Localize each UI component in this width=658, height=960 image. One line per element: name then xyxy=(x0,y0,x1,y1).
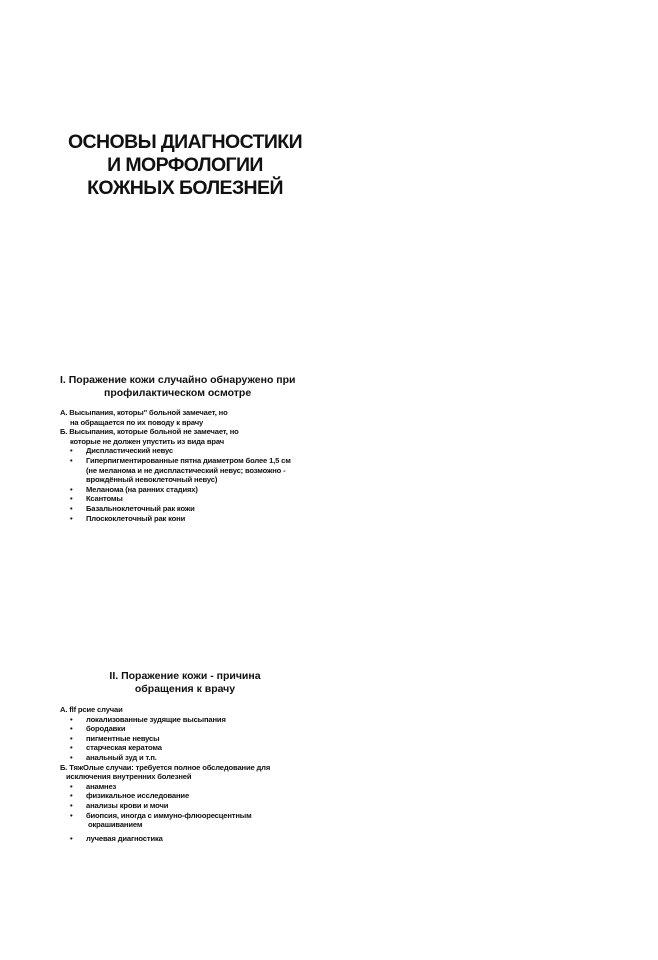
list-item-text: старческая кератома xyxy=(86,743,162,753)
list-item-text: Плоскоклеточный рак кони xyxy=(86,513,186,523)
section-1-heading xyxy=(60,374,300,400)
bullet-icon: • xyxy=(70,833,73,843)
section-1-body xyxy=(60,408,291,523)
list-item xyxy=(60,811,270,830)
section-1-heading-line: I. Поражение кожи случайно обнаружено при xyxy=(60,374,296,386)
list-item xyxy=(60,514,291,524)
list-item-text: бородавки xyxy=(86,724,126,734)
list-item-text: биопсия, иногда с иммуно-флюоресцентным xyxy=(86,810,252,820)
bullet-icon: • xyxy=(70,733,73,743)
list-item-text: локализованные зудящие высыпания xyxy=(86,714,226,724)
item-b-line: Б. ТяжОлые случаи: требуется полное обследование для xyxy=(60,762,271,772)
list-item-text: пигментные невусы xyxy=(86,733,160,743)
list-item xyxy=(60,446,291,456)
list-item xyxy=(60,801,270,811)
list-item xyxy=(60,485,291,495)
item-a-line: А. Высыпания, которы" больной замечает, но xyxy=(60,408,228,417)
item-a-line: А. flf рсие случаи xyxy=(60,705,123,714)
bullet-icon: • xyxy=(70,494,73,504)
bullet-icon: • xyxy=(70,513,73,523)
list-item xyxy=(60,834,270,844)
bullet-icon: • xyxy=(70,781,73,791)
list-item-text: Базальноклеточный рак кожи xyxy=(86,503,195,513)
item-b-line: Б. Высыпания, которые больной не замечает, но xyxy=(60,427,239,437)
bullet-icon: • xyxy=(70,503,73,513)
title-line: ОСНОВЫ ДИАГНОСТИКИ xyxy=(67,131,303,153)
list-item xyxy=(60,456,291,485)
list-item-text: Гиперпигментированные пятна диаметром более 1,5 см xyxy=(86,455,291,465)
title-line: И МОРФОЛОГИИ xyxy=(107,154,263,176)
bullet-icon: • xyxy=(70,484,73,494)
section-2-b-bullet-list xyxy=(60,782,270,844)
list-item-text: Меланома (на ранних стадиях) xyxy=(86,484,198,494)
list-item-text: (не меланома и не диспластический невус; возможно - xyxy=(86,465,286,475)
list-item xyxy=(60,734,270,744)
section-1-heading-line: профилактическом осмотре xyxy=(104,387,252,399)
bullet-icon: • xyxy=(70,714,73,724)
list-item xyxy=(60,782,270,792)
list-item-text: анальный зуд и т.п. xyxy=(86,752,157,762)
list-item-text: анализы крови и мочи xyxy=(86,800,169,810)
list-item-text: лучевая диагностика xyxy=(86,833,163,843)
list-item xyxy=(60,715,270,725)
bullet-icon: • xyxy=(70,724,73,734)
section-2-body xyxy=(60,705,270,843)
section-2-heading-line: обращения к врачу xyxy=(134,683,236,695)
bullet-icon: • xyxy=(70,752,73,762)
page-title xyxy=(40,131,330,200)
list-item-text: анамнез xyxy=(86,781,117,791)
list-item-text: Ксантомы xyxy=(86,494,123,504)
section-2-heading xyxy=(85,670,285,696)
list-item-text: врождённый невоклеточный невус) xyxy=(86,475,218,485)
item-b-line: которые не должен упустить из вида врач xyxy=(70,436,224,446)
section-1-bullet-list xyxy=(60,446,291,523)
section-2-a-bullet-list xyxy=(60,715,270,763)
list-item xyxy=(60,724,270,734)
list-item xyxy=(60,494,291,504)
bullet-icon: • xyxy=(70,743,73,753)
list-item xyxy=(60,743,270,753)
list-item-text: окрашиванием xyxy=(88,820,143,830)
list-item xyxy=(60,504,291,514)
list-item-text: Диспластический невус xyxy=(86,446,173,456)
title-line: КОЖНЫХ БОЛЕЗНЕЙ xyxy=(87,177,283,199)
bullet-icon: • xyxy=(70,810,73,820)
bullet-icon: • xyxy=(70,800,73,810)
list-item xyxy=(60,791,270,801)
list-item xyxy=(60,753,270,763)
bullet-icon: • xyxy=(70,791,73,801)
section-2-heading-line: II. Поражение кожи - причина xyxy=(109,670,261,682)
bullet-icon: • xyxy=(70,455,73,465)
list-item-text: физикальное исследование xyxy=(86,791,190,801)
item-b-line: исключения внутренних болезней xyxy=(66,772,192,782)
bullet-icon: • xyxy=(70,446,73,456)
item-a-line: на обращается по их поводу к врачу xyxy=(70,417,204,427)
